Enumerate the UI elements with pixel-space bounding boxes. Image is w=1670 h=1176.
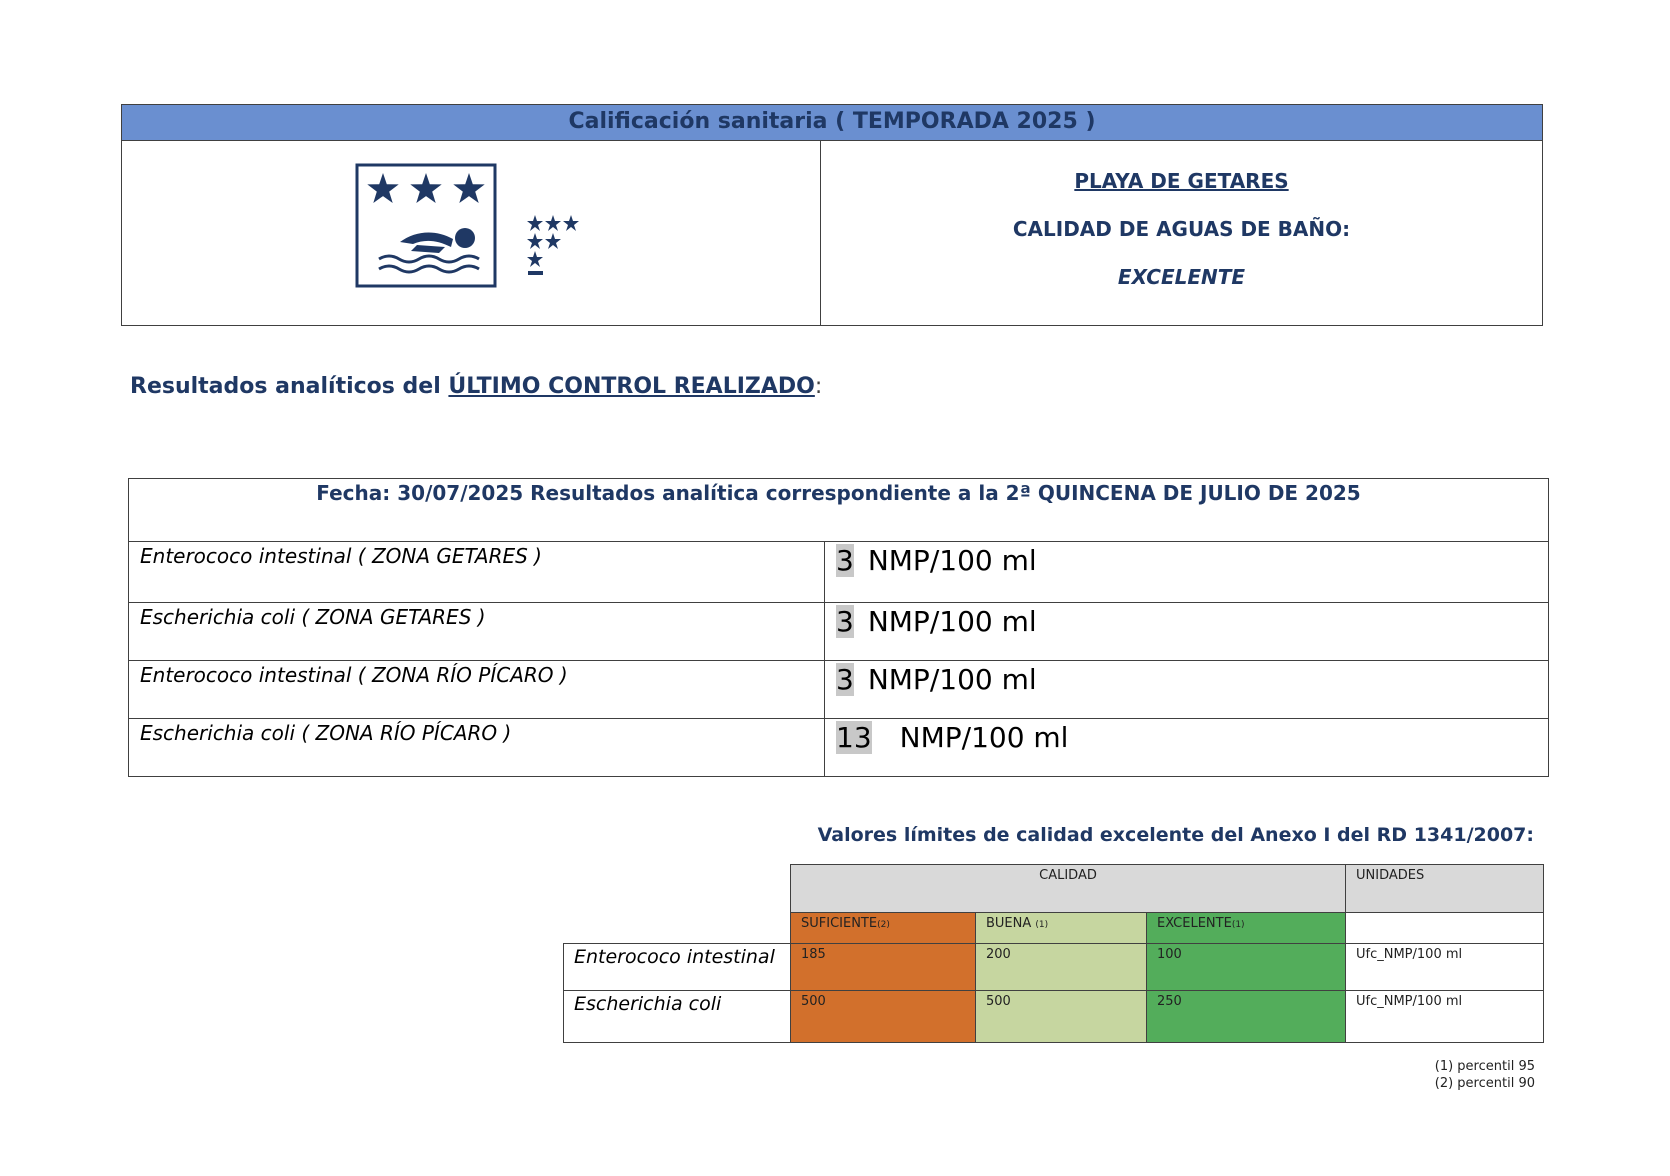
level-suficiente: SUFICIENTE(2) [791, 913, 976, 944]
qualification-header: Calificación sanitaria ( TEMPORADA 2025 ) [122, 105, 1542, 141]
water-quality-value: EXCELENTE [1117, 265, 1246, 289]
footnote: (2) percentil 90 [1434, 1076, 1535, 1091]
limit-units: Ufc_NMP/100 ml [1346, 944, 1544, 991]
results-heading-suffix: : [814, 374, 823, 399]
footnotes [1435, 1058, 1535, 1092]
result-unit: NMP/100 ml [867, 605, 1037, 638]
table-row [564, 944, 1544, 991]
results-date-row [129, 479, 1549, 542]
limit-buena: 500 [976, 991, 1147, 1043]
limits-table [563, 864, 1544, 1043]
table-row [129, 661, 1549, 719]
table-row [129, 542, 1549, 603]
table-row [129, 719, 1549, 777]
results-heading [130, 374, 822, 399]
beach-info [821, 141, 1542, 325]
units-header: UNIDADES [1346, 865, 1544, 913]
level-excelente: EXCELENTE(1) [1147, 913, 1346, 944]
limit-suficiente: 500 [791, 991, 976, 1043]
qualification-box [121, 104, 1543, 326]
results-heading-highlight: ÚLTIMO CONTROL REALIZADO [448, 374, 815, 399]
limit-buena: 200 [976, 944, 1147, 991]
level-buena: BUENA (1) [976, 913, 1147, 944]
limit-excelente: 250 [1147, 991, 1346, 1043]
limit-param: Enterococo intestinal [564, 944, 791, 991]
limit-param: Escherichia coli [564, 991, 791, 1043]
limits-header-row [564, 865, 1544, 913]
result-value-cell [825, 661, 1549, 719]
results-table [128, 478, 1549, 777]
result-param: Enterococo intestinal ( ZONA GETARES ) [129, 542, 825, 603]
result-value-cell [825, 542, 1549, 603]
result-value: 3 [836, 605, 854, 638]
result-unit: NMP/100 ml [899, 721, 1069, 754]
limit-units: Ufc_NMP/100 ml [1346, 991, 1544, 1043]
result-param: Escherichia coli ( ZONA RÍO PÍCARO ) [129, 719, 825, 777]
results-heading-prefix: Resultados analíticos del [130, 374, 449, 399]
results-date: Fecha: 30/07/2025 Resultados analítica correspondiente a la 2ª QUINCENA DE JULIO DE 2025 [129, 479, 1549, 542]
result-param: Enterococo intestinal ( ZONA RÍO PÍCARO ) [129, 661, 825, 719]
limits-levels-row [564, 913, 1544, 944]
result-value-cell [825, 719, 1549, 777]
madrid-stars-emblem [527, 215, 579, 275]
footnote: (1) percentil 95 [1434, 1059, 1535, 1074]
table-row [129, 603, 1549, 661]
result-value: 3 [836, 544, 854, 577]
beach-name: PLAYA DE GETARES [1074, 169, 1289, 193]
water-quality-label: CALIDAD DE AGUAS DE BAÑO: [1012, 217, 1351, 241]
calidad-header: CALIDAD [791, 865, 1346, 913]
excellent-quality-icon [355, 163, 585, 293]
table-row [564, 991, 1544, 1043]
result-param: Escherichia coli ( ZONA GETARES ) [129, 603, 825, 661]
result-value: 3 [836, 663, 854, 696]
bathing-quality-logo [355, 163, 585, 293]
result-unit: NMP/100 ml [867, 663, 1037, 696]
result-unit: NMP/100 ml [867, 544, 1037, 577]
result-value: 13 [836, 721, 872, 754]
limit-suficiente: 185 [791, 944, 976, 991]
limits-title: Valores límites de calidad excelente del Anexo I del RD 1341/2007: [817, 824, 1534, 846]
limit-excelente: 100 [1147, 944, 1346, 991]
result-value-cell [825, 603, 1549, 661]
